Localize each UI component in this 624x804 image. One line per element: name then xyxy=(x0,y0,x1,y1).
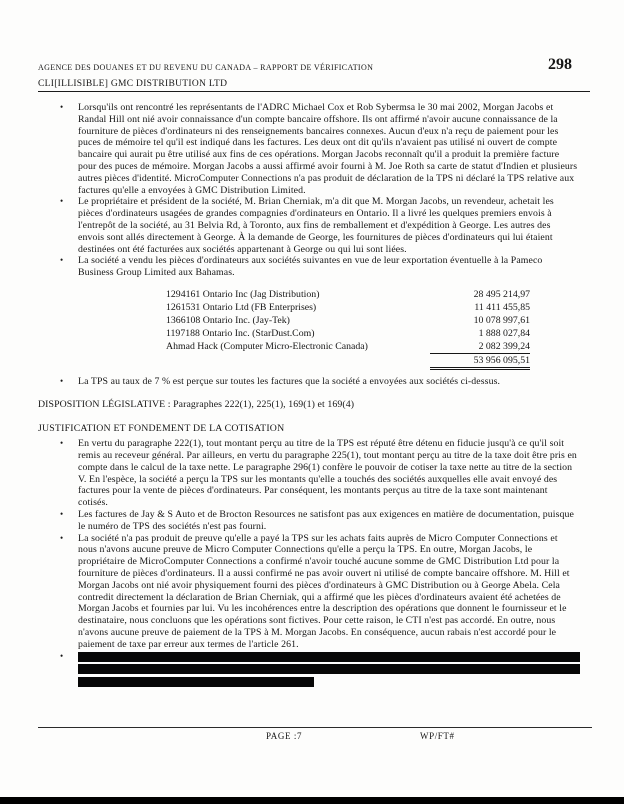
company-name: 1366108 Ontario Inc. (Jay-Tek) xyxy=(166,314,290,326)
finding-paragraph: Lorsqu'ils ont rencontré les représentants de l'ADRC Michael Cox et Rob Sybermsa le 30 mai 2002, Morgan Jacobs et Randal Hill ont nié avoir connaissance d'un compte bancaire offshore. Ils ont affirmé n'avoir aucune connaissance de la fourniture de pièces d'ordinateurs ni des renseignements bancaires connexes. Aucun d'eux n'a reçu de paiement pour les puces de mémoire tel qu'il est indiqué dans les factures. Les deux ont dit qu'ils n'avaient pas utilisé ni ouvert de compte bancaire qui aurait pu être utilisé aux fins de ces opérations. Morgan Jacobs reconnaît qu'il a produit la première facture pour des puces de mémoire. Morgan Jacobs a aussi affirmé avoir fourni à M. Joe Roth sa carte de statut d'Indien et plusieurs autres pièces d'identité. MicroComputer Connections n'a pas produit de déclaration de la TPS ni déclaré la TPS relative aux factures qu'elle a envoyées à GMC Distribution Limited. xyxy=(78,102,578,196)
justification-paragraph: La société n'a pas produit de preuve qu'elle a payé la TPS sur les achats faits auprès de Micro Computer Connections et nous n'avons aucune preuve de Micro Computer Connections qu'elle a perçu la TPS. En outre, Morgan Jacobs, le propriétaire de MicroComputer Connections a confirmé n'avoir touché aucune somme de GMC Distribution Ltd pour la fourniture de pièces d'ordinateurs. Il a aussi confirmé ne pas avoir ouvert ni utilisé de compte bancaire offshore. M. Hill et Morgan Jacobs ont nié avoir physiquement fourni des pièces d'ordinateurs à GMC Distribution ou à George Abela. Cela contredit directement la déclaration de Brian Cherniak, qui a affirmé que les pièces d'ordinateurs avaient été achetées de Morgan Jacobs et fournies par lui. Vu les incohérences entre la description des opérations que donnent le fournisseur et le destinataire, nous concluons que les opérations sont fictives. Pour cette raison, le CTI n'est pas accordé. En outre, nous n'avons aucune preuve de paiement de la TPS à M. Morgan Jacobs. En conséquence, aucun rabais n'est accordé pour le paiement de taxe par erreur aux termes de l'article 261. xyxy=(78,532,570,650)
table-row xyxy=(166,327,530,340)
list-item xyxy=(60,255,590,279)
list-item xyxy=(60,438,590,509)
company-name: 1197188 Ontario Inc. (StarDust.Com) xyxy=(166,327,315,339)
redacted-block xyxy=(78,651,580,690)
redacted-list-item xyxy=(60,651,590,690)
justification-list xyxy=(38,438,590,689)
table-row xyxy=(166,314,530,327)
amount-value: 1 888 027,84 xyxy=(478,327,530,339)
amount-value: 28 495 214,97 xyxy=(473,288,530,300)
footer-page-label: PAGE :7 xyxy=(266,731,303,741)
table-row xyxy=(166,288,530,301)
justification-heading: JUSTIFICATION ET FONDEMENT DE LA COTISATION xyxy=(38,423,285,435)
justification-paragraph: En vertu du paragraphe 222(1), tout montant perçu au titre de la TPS est réputé être détenu en fiducie jusqu'à ce qu'il soit remis au receveur général. Par ailleurs, en vertu du paragraphe 225(1), tout montant perçu au titre de la taxe doit être pris en compte dans le calcul de la taxe nette. Le paragraphe 296(1) confère le pouvoir de cotiser la taxe nette au titre de la section V. En l'espèce, la société a perçu la TPS sur les montants qu'elle a touchés des sociétés auxquelles elle avait envoyé des factures pour la vente de pièces d'ordinateurs. Par conséquent, les montants perçus au titre de la taxe sont maintenant cotisés. xyxy=(78,438,577,509)
amount-value: 2 082 399,24 xyxy=(430,340,530,354)
justification-paragraph: Les factures de Jay & S Auto et de Brocton Resources ne satisfont pas aux exigences en matière de documentation, puisque le numéro de TPS des sociétés n'est pas fourni. xyxy=(78,509,574,532)
amount-value: 10 078 997,61 xyxy=(473,314,530,326)
table-row xyxy=(166,301,530,314)
bullet-icon: • xyxy=(60,509,64,520)
findings-list xyxy=(38,102,590,279)
bullet-icon: • xyxy=(60,438,64,449)
amount-value: 11 411 455,85 xyxy=(474,301,530,313)
finding-paragraph: La société a vendu les pièces d'ordinateurs aux sociétés suivantes en vue de leur exportation éventuelle à la Pameco Business Group Limited aux Bahamas. xyxy=(78,255,543,279)
redaction-bar xyxy=(78,677,314,687)
list-item xyxy=(60,196,590,255)
total-amount: 53 956 095,51 xyxy=(430,354,530,371)
table-total-row xyxy=(166,354,530,371)
list-item xyxy=(60,533,590,651)
redaction-bar xyxy=(78,664,580,674)
tps-list xyxy=(38,376,590,388)
footer-wp-label: WP/FT# xyxy=(420,731,455,741)
company-name: 1294161 Ontario Inc (Jag Distribution) xyxy=(166,288,320,300)
page-footer xyxy=(38,727,592,741)
list-item xyxy=(60,509,590,533)
list-item xyxy=(60,102,590,196)
bullet-icon: • xyxy=(60,255,64,266)
tps-paragraph: La TPS au taux de 7 % est perçue sur toutes les factures que la société a envoyées aux sociétés ci-dessus. xyxy=(78,376,501,388)
bullet-icon: • xyxy=(60,650,64,661)
bullet-icon: • xyxy=(60,196,64,207)
sales-table xyxy=(166,288,530,371)
page-header xyxy=(38,56,590,74)
header-rule xyxy=(38,91,590,92)
bullet-icon: • xyxy=(60,102,64,112)
client-line: CLI[ILLISIBLE] GMC DISTRIBUTION LTD xyxy=(38,79,228,89)
bullet-icon: • xyxy=(60,376,64,387)
page-number: 298 xyxy=(548,56,572,73)
table-row xyxy=(166,340,530,354)
disposition-line: DISPOSITION LÉGISLATIVE : Paragraphes 222(1), 225(1), 169(1) et 169(4) xyxy=(38,399,355,411)
bullet-icon: • xyxy=(60,532,64,543)
finding-paragraph: Le propriétaire et président de la société, M. Brian Cherniak, m'a dit que M. Morgan Jacobs, un revendeur, achetait les pièces d'ordinateurs usagées de grandes compagnies d'ordinateurs en Ontario. Il a livré les quelques premiers envois à l'entrepôt de la société, au 31 Belvia Rd, à Toronto, aux fins de remballement et d'expédition à George. Les autres des envois sont allés directement à George. À la demande de George, les fournitures de pièces d'ordinateurs qui lui étaient destinées ont été facturées aux sociétés appartenant à George ou qui lui sont liées. xyxy=(78,196,554,255)
company-name: 1261531 Ontario Ltd (FB Enterprises) xyxy=(166,301,317,313)
list-item xyxy=(60,376,590,388)
scan-edge-bar xyxy=(0,797,624,804)
company-name: Ahmad Hack (Computer Micro-Electronic Canada) xyxy=(166,340,368,352)
header-agency-line: AGENCE DES DOUANES ET DU REVENU DU CANADA – RAPPORT DE VÉRIFICATION xyxy=(38,63,374,72)
redaction-bar xyxy=(78,652,580,662)
